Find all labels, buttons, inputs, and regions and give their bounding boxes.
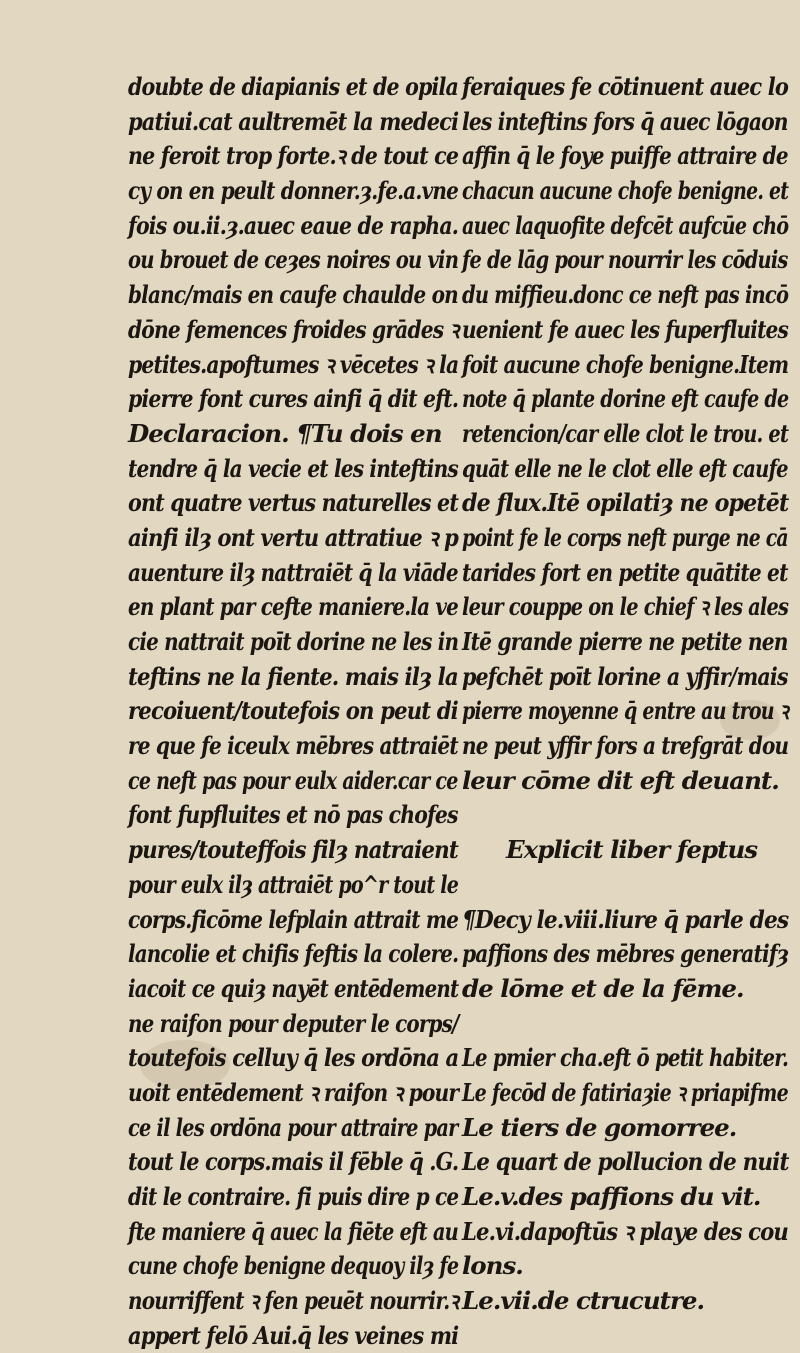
text-line: dit le contraire. fi puis dire p ce	[128, 1182, 459, 1211]
text-line: auec laquofite defcēt aufcūe chō	[462, 210, 789, 240]
chapter-list-item: Le quart de pollucion de nuit	[462, 1147, 789, 1177]
text-line: lancolie et chifis feftis la colere.	[128, 939, 459, 969]
text-line: pierre moyenne q̄ entre au trou ꝛ	[462, 696, 788, 726]
chapter-heading-line: ¶Decy le.viii.liure q̄ parle des	[462, 904, 789, 934]
text-line: fois ou.ii.ȝ.auec eaue de rapha.	[128, 210, 459, 240]
text-line: petites.apoftumes ꝛ vēcetes ꝛ la	[128, 349, 459, 379]
text-line: cy on en peult donner.ȝ.fe.a.vne	[128, 176, 459, 206]
chapter-list-item: lons.	[462, 1251, 523, 1281]
text-line: chacun aucune chofe benigne. et	[462, 176, 789, 206]
text-line: leur couppe on le chief ꝛ les ales	[462, 592, 789, 622]
text-line: quāt elle ne le clot elle eft caufe	[462, 453, 788, 483]
text-line: cie nattrait poīt dorine ne les in	[128, 627, 459, 656]
text-line: pures/touteffois filȝ natraient	[128, 835, 458, 865]
text-line: Itē grande pierre ne petite nen	[462, 627, 788, 656]
text-line: Declaracion. ¶Tu dois en	[128, 418, 442, 448]
chapter-heading-line: paffions des mēbres generatifȝ	[462, 939, 789, 969]
spacer	[462, 1007, 788, 1042]
text-line: font fupfluites et nō pas chofes	[128, 800, 458, 830]
text-line: du miffieu.donc ce neft pas incō	[462, 280, 789, 310]
text-line: toutefois celluy q̄ les ordōna a	[128, 1043, 459, 1073]
text-line: cune chofe benigne dequoy ilȝ fe	[128, 1251, 459, 1281]
text-line: auenture ilȝ nattraiēt q̄ la viāde	[128, 557, 458, 587]
spacer	[462, 868, 788, 903]
left-text-column	[128, 70, 458, 1353]
text-line: affin q̄ le foye puiffe attraire de	[462, 141, 788, 171]
text-line: ou brouet de ceȝes noires ou vin	[128, 245, 459, 275]
text-line: foit aucune chofe benigne.Item	[462, 349, 789, 379]
text-line: doubte de diapianis et de opila	[128, 72, 458, 101]
text-line: feraiques fe cōtinuent auec lo	[462, 72, 789, 101]
text-line: point fe le corps neft purge ne cā	[462, 522, 788, 552]
spacer	[462, 798, 788, 833]
text-line: ne raifon pour deputer le corps/	[128, 1008, 459, 1038]
text-line: tendre q̄ la vecie et les inteftins	[128, 453, 458, 483]
text-line: ce neft pas pour eulx aider.car ce	[128, 765, 458, 795]
text-line: de flux.Itē opilatiȝ ne opetēt	[462, 488, 789, 518]
text-line: en plant par cefte maniere.la ve	[128, 592, 458, 622]
text-line: corps.ficōme lefplain attrait me	[128, 904, 459, 934]
text-line: pierre font cures ainfi q̄ dit eft.	[128, 384, 459, 414]
right-text-column	[462, 70, 788, 1319]
text-line: dōne femences froides grādes ꝛ	[128, 314, 459, 344]
text-line: tarides fort en petite quātite et	[462, 557, 788, 587]
text-line: ce il les ordōna pour attraire par	[128, 1112, 458, 1142]
text-line: pour eulx ilȝ attraiēt po^r tout le	[128, 869, 459, 899]
chapter-list-item: Le pmier cha.eft ō petit habiter.	[462, 1043, 789, 1073]
text-line: ne feroit trop forte.ꝛ de tout ce	[128, 141, 459, 171]
text-line: ont quatre vertus naturelles et	[128, 488, 459, 518]
text-line: fe de lāg pour nourrir les cōduis	[462, 245, 788, 275]
text-line: leur cōme dit eft deuant.	[462, 765, 779, 795]
text-line: nourriffent ꝛ fen peuēt nourrir.ꝛ	[128, 1286, 458, 1316]
text-line: fte maniere q̄ auec la fiēte eft au	[128, 1216, 458, 1246]
chapter-list-item: Le.vi.dapoftūs ꝛ playe des cou	[462, 1216, 788, 1246]
text-line: teftins ne la fiente. mais ilȝ la	[128, 661, 458, 691]
text-line: pefchēt poīt lorine a yffir/mais	[462, 661, 788, 691]
chapter-list-item: Le fecōd de fatiriaȝie ꝛ priapifme	[462, 1077, 788, 1107]
chapter-list-item: Le tiers de gomorree.	[462, 1112, 737, 1142]
text-line: patiui.cat aultremēt la medeci	[128, 106, 459, 136]
text-line: re que fe iceulx mēbres attraiēt	[128, 731, 458, 761]
explicit-line: Explicit liber feptus	[506, 835, 758, 865]
text-line: appert felō Aui.q̄ les veines mi	[128, 1320, 459, 1350]
text-line: iacoit ce quiȝ nayēt entēdement	[128, 973, 459, 1003]
text-line: blanc/mais en caufe chaulde on	[128, 280, 458, 310]
text-line: recoiuent/toutefois on peut di	[128, 696, 458, 726]
text-line: tout le corps.mais il fēble q̄ .G.	[128, 1147, 459, 1177]
text-line: ne peut yffir fors a trefgrāt dou	[462, 731, 789, 761]
chapter-list-item: Le.v.des paffions du vit.	[462, 1182, 761, 1211]
text-line: uenient fe auec les fuperfluites	[462, 314, 788, 344]
text-line: note q̄ plante dorine eft caufe de	[462, 384, 789, 414]
text-line: les inteftins fors q̄ auec lōgaon	[462, 106, 788, 136]
text-line: ainfi ilȝ ont vertu attratiue ꝛ p	[128, 522, 458, 552]
text-line: retencion/car elle clot le trou. et	[462, 418, 789, 448]
chapter-list-item: Le.vii.de ctrucutre.	[462, 1286, 704, 1316]
text-line: uoit entēdement ꝛ raifon ꝛ pour	[128, 1077, 459, 1107]
chapter-heading-line: de lōme et de la fēme.	[462, 973, 744, 1003]
